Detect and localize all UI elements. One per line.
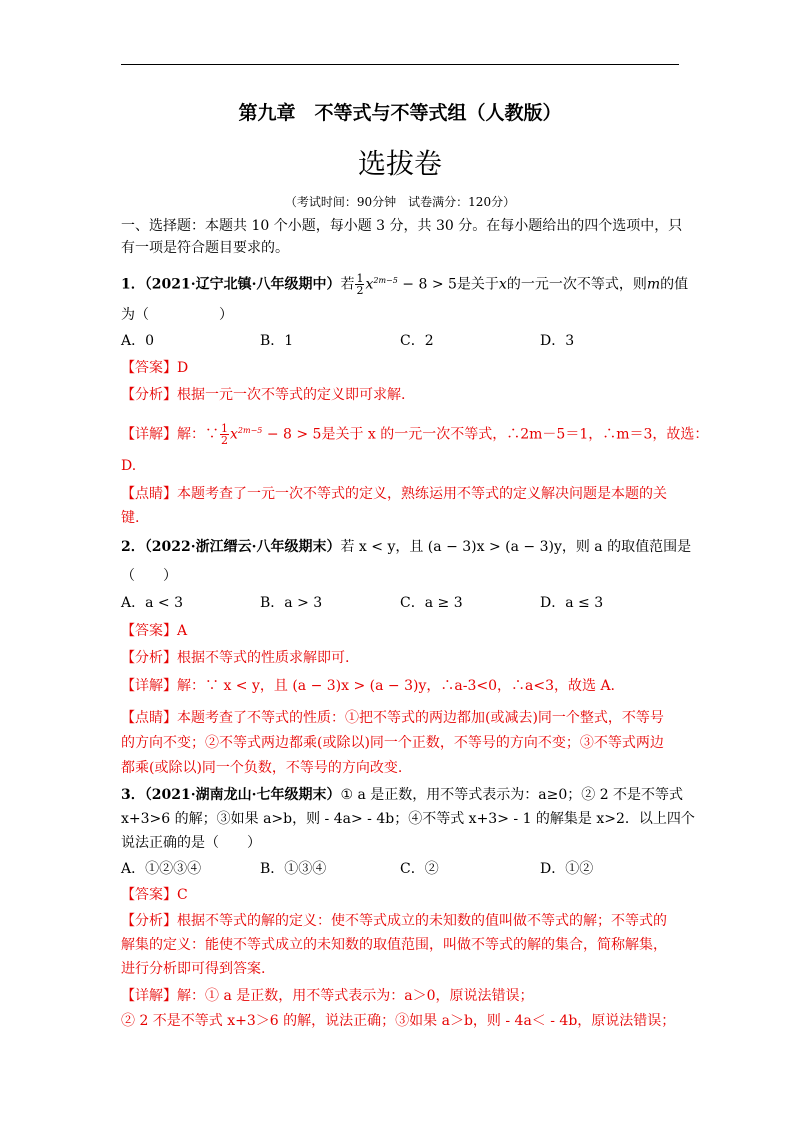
q2-comment-line3: 都乘(或除以)同一个负数，不等号的方向改变. <box>121 760 403 776</box>
q1-exponent: 2m−5 <box>373 276 398 285</box>
q2-stem-text: 若 x < y，且 (a − 3)x > (a − 3)y，则 a 的取值范围是 <box>340 539 692 555</box>
section-heading-line1: 一、选择题：本题共 10 个小题，每小题 3 分，共 30 分。在每小题给出的四个选项中，只 <box>121 218 683 234</box>
q2-option-a: A．a < 3 <box>121 595 183 611</box>
exam-info: （考试时间：90分钟 试卷满分：120分） <box>284 195 516 209</box>
q1-fraction: $\frac{1}{2}$ <box>356 272 364 298</box>
q3-stem-line3: 说法正确的是（ ） <box>121 835 261 851</box>
q1-analysis: 【分析】根据一元一次不等式的定义即可求解. <box>121 387 406 403</box>
q3-stem <box>121 784 683 806</box>
q3-option-a: A．①②③④ <box>121 861 202 877</box>
q3-option-b: B．①③④ <box>260 861 327 877</box>
q3-number: 3． <box>121 787 145 803</box>
q2-number: 2． <box>121 539 145 555</box>
q2-option-d: D．a ≤ 3 <box>540 595 604 611</box>
q3-detail-line1: 【详解】解：① a 是正数，用不等式表示为：a＞0，原说法错误； <box>121 988 534 1004</box>
section-heading-line2: 有一项是符合题目要求的。 <box>121 240 289 256</box>
q1-var-m: m <box>646 276 661 293</box>
q2-stem <box>121 536 691 558</box>
chapter-title: 第九章 不等式与不等式组（人教版） <box>238 102 562 124</box>
q3-option-c: C．② <box>400 861 439 877</box>
q3-detail-line2: ② 2 不是不等式 x+3＞6 的解，说法正确；③如果 a＞b，则 - 4a＜ - 4b，原说法错误； <box>121 1013 676 1029</box>
q1-comment-line1: 【点睛】本题考查了一元一次不等式的定义，熟练运用不等式的定义解决问题是本题的关 <box>121 486 667 502</box>
q1-stem-line2: 为（ ） <box>121 307 233 323</box>
q2-stem-line2: （ ） <box>121 568 177 584</box>
q1-mid2: 的一元一次不等式，则 <box>506 276 647 293</box>
paper-title: 选拔卷 <box>357 147 442 180</box>
q1-detail-line2: D. <box>121 458 137 474</box>
header-rule <box>121 64 679 65</box>
q1-option-a: A．0 <box>121 333 155 349</box>
q3-analysis-line3: 进行分析即可得到答案. <box>121 961 266 977</box>
q1-option-b: B．1 <box>260 333 294 349</box>
q2-option-b: B．a > 3 <box>260 595 323 611</box>
q1-comment-line2: 键. <box>121 510 140 526</box>
q3-stem-line1: ① a 是正数，用不等式表示为：a≥0；② 2 不是不等式 <box>340 787 684 803</box>
q3-analysis-line1: 【分析】根据不等式的解的定义：使不等式成立的未知数的值叫做不等式的解；不等式的 <box>121 913 667 929</box>
q1-var-x: x <box>498 276 507 293</box>
q1-option-c: C．2 <box>400 333 434 349</box>
q2-comment-line1: 【点睛】本题考查了不等式的性质：①把不等式的两边都加(或减去)同一个整式，不等号 <box>121 710 664 726</box>
q3-answer: 【答案】C <box>121 887 188 903</box>
q1-expr: x <box>365 276 374 293</box>
q3-stem-line2: x+3>6 的解；③如果 a>b，则 - 4a> - 4b；④不等式 x+3> - 1 的解集是 x>2．以上四个 <box>121 811 695 827</box>
q1-source: （2021·辽宁北镇·八年级期中） <box>144 276 341 293</box>
q3-option-d: D．①② <box>540 861 594 877</box>
q1-number: 1． <box>121 276 145 293</box>
q2-analysis: 【分析】根据不等式的性质求解即可. <box>121 650 350 666</box>
q1-detail: 【详解】解：∵ $\frac{1}{2}$ $x^{2m-5} - 8 > 5$是关于 x 的一元一次不等式，∴2m－5＝1，∴m＝3，故选： <box>121 422 709 448</box>
q2-option-c: C．a ≥ 3 <box>400 595 463 611</box>
q2-detail: 【详解】解：∵ x < y，且 (a − 3)x > (a − 3)y，∴a-3<0，∴a<3，故选 A. <box>121 678 616 694</box>
q3-analysis-line2: 解集的定义：能使不等式成立的未知数的取值范围，叫做不等式的解的集合，简称解集， <box>121 937 667 953</box>
q2-answer: 【答案】A <box>121 623 188 639</box>
q1-stem <box>121 270 688 296</box>
q1-option-d: D．3 <box>540 333 575 349</box>
q1-mid: 是关于 <box>456 276 499 293</box>
q1-answer: 【答案】D <box>121 360 189 376</box>
q1-prefix: 若 <box>340 276 355 293</box>
q2-comment-line2: 的方向不变；②不等式两边都乘(或除以)同一个正数，不等号的方向不变；③不等式两边 <box>121 735 664 751</box>
q1-end: 的值 <box>660 276 689 293</box>
q1-expr-tail: − 8 > 5 <box>397 276 457 293</box>
q2-source: （2022·浙江缙云·八年级期末） <box>144 539 341 555</box>
q3-source: （2021·湖南龙山·七年级期末） <box>144 787 341 803</box>
